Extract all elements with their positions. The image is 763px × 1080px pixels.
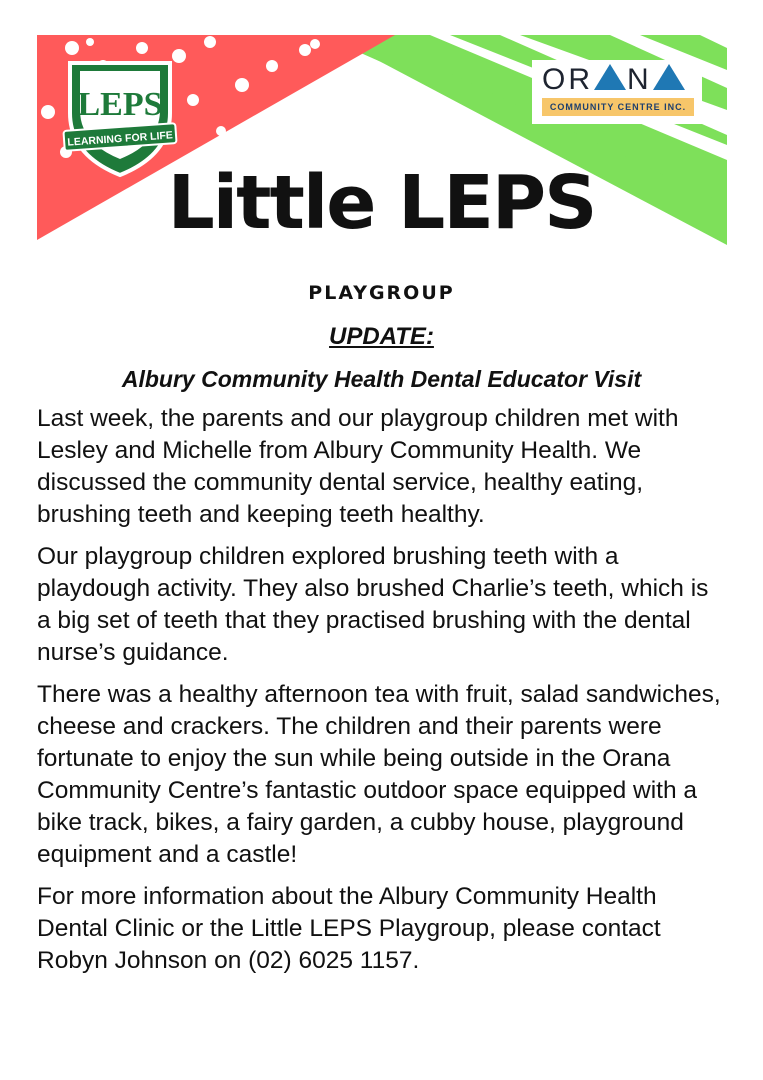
leps-motto: LEARNING FOR LIFE (67, 129, 174, 149)
leps-letters: LEPS (77, 86, 163, 123)
paragraph-contact: For more information about the Albury Community Health Dental Clinic or the Little LEPS Playgroup, please contact Robyn Johnson on (02) 6025 1157. (37, 883, 661, 974)
orana-word-part-1: OR (542, 63, 593, 96)
orana-wordmark (542, 63, 692, 95)
paragraph-afternoon-tea: There was a healthy afternoon tea with fruit, salad sandwiches, cheese and crackers. The children and their parents were fortunate to enjoy the sun while being outside in the Orana Community Centre’s fantastic outdoor space equipped with a bike track, bikes, a fairy garden, a cubby house, playground equipment and a castle! (37, 681, 721, 868)
page-title: Little LEPS (167, 160, 596, 246)
orana-tagline: COMMUNITY CENTRE INC. (542, 98, 694, 116)
page-subtitle: PLAYGROUP (308, 282, 455, 304)
orana-logo (532, 60, 702, 124)
triangle-a-icon (653, 64, 685, 90)
visit-heading: Albury Community Health Dental Educator Visit (121, 366, 642, 392)
paragraph-activity: Our playgroup children explored brushing teeth with a playdough activity. They also brushed Charlie’s teeth, which is a big set of teeth that they practised brushing with the dental nurse’s guidance. (37, 543, 709, 666)
paragraph-dental-visit: Last week, the parents and our playgroup children met with Lesley and Michelle from Albury Community Health. We discussed the community dental service, healthy eating, brushing teeth and keeping teeth healthy. (37, 405, 679, 528)
orana-word-part-2: N (627, 63, 652, 96)
triangle-a-icon (594, 64, 626, 90)
update-heading: UPDATE: (329, 323, 434, 350)
